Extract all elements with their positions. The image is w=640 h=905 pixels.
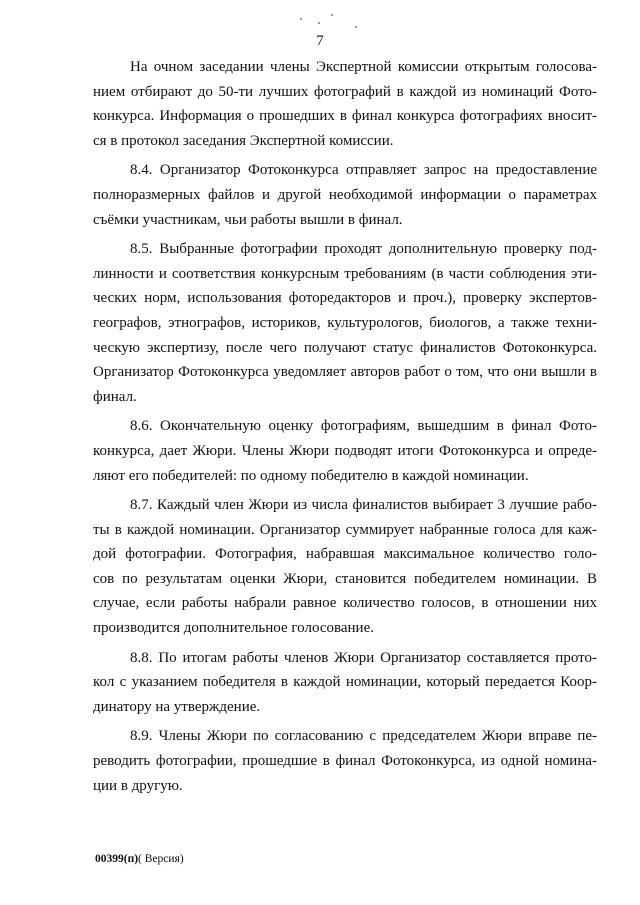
paragraph <box>93 55 597 153</box>
document-body <box>93 55 597 798</box>
text-line: ческих норм, использования фоторедакторов и проч.), проверку экспертов- <box>93 290 597 307</box>
text-line: ческую экспертизу, после чего получают статус финалистов Фотоконкурса. <box>93 339 597 356</box>
text-line: ции в другую. <box>93 777 183 794</box>
text-line: 8.7. Каждый член Жюри из числа финалистов выбирает 3 лучшие рабо- <box>130 497 597 514</box>
document-code: 00399(п) <box>95 853 139 865</box>
paragraph <box>93 414 597 488</box>
text-line: реводить фотографии, прошедшие в финал Фотоконкурса, из одной номина- <box>93 753 597 770</box>
text-line: линности и соответствия конкурсным требованиям (в части соблюдения эти- <box>93 265 597 282</box>
text-line: конкурса. Информация о прошедших в финал конкурса фотографиях вносит- <box>93 108 597 125</box>
text-line: 8.6. Окончательную оценку фотографиям, вышедшим в финал Фото- <box>130 418 597 435</box>
text-line: случае, если работы набрали равное количество голосов, в отношении них <box>93 595 597 612</box>
text-line: географов, этнографов, историков, культурологов, биологов, а также техни- <box>93 314 597 331</box>
text-line: 8.8. По итогам работы членов Жюри Организатор составляется прото- <box>130 649 597 666</box>
paragraph <box>93 237 597 409</box>
paragraph <box>93 724 597 798</box>
scan-speck <box>318 22 320 24</box>
text-line: кол с указанием победителя в каждой номинации, который передается Коор- <box>93 674 597 691</box>
paragraph <box>93 646 597 720</box>
paragraph <box>93 158 597 232</box>
version-label: ( Версия) <box>138 853 184 865</box>
text-line: ляют его победителей: по одному победителю в каждой номинации. <box>93 467 529 484</box>
text-line: дой фотографии. Фотография, набравшая максимальное количество голо- <box>93 546 597 563</box>
text-line: ся в протокол заседания Экспертной комиссии. <box>93 132 394 149</box>
text-line: полноразмерных файлов и другой необходимой информации о параметрах <box>93 186 597 203</box>
text-line: сов по результатам оценки Жюри, становится победителем номинации. В <box>93 570 597 587</box>
text-line: съёмки участникам, чьи работы вышли в финал. <box>93 211 403 228</box>
text-line: 8.4. Организатор Фотоконкурса отправляет запрос на предоставление <box>130 162 597 179</box>
scan-speck <box>300 18 302 20</box>
footer <box>95 853 184 865</box>
paragraph <box>93 493 597 641</box>
text-line: финал. <box>93 388 137 405</box>
text-line: На очном заседании члены Экспертной комиссии открытым голосова- <box>130 59 597 75</box>
page-number: 7 <box>316 33 324 49</box>
scan-speck <box>331 14 333 16</box>
text-line: производится дополнительное голосование. <box>93 620 374 637</box>
text-line: ты в каждой номинации. Организатор суммирует набранные голоса для каж- <box>93 521 597 538</box>
text-line: 8.9. Члены Жюри по согласованию с председателем Жюри вправе пе- <box>130 728 597 745</box>
text-line: конкурса, дает Жюри. Члены Жюри подводят итоги Фотоконкурса и опреде- <box>93 442 597 459</box>
text-line: Организатор Фотоконкурса уведомляет авторов работ о том, что они вышли в <box>93 364 597 381</box>
text-line: нием отбирают до 50-ти лучших фотографий в каждой из номинаций Фото- <box>93 83 597 100</box>
text-line: 8.5. Выбранные фотографии проходят дополнительную проверку под- <box>130 241 597 258</box>
scan-speck <box>355 26 357 28</box>
text-line: динатору на утверждение. <box>93 698 261 715</box>
